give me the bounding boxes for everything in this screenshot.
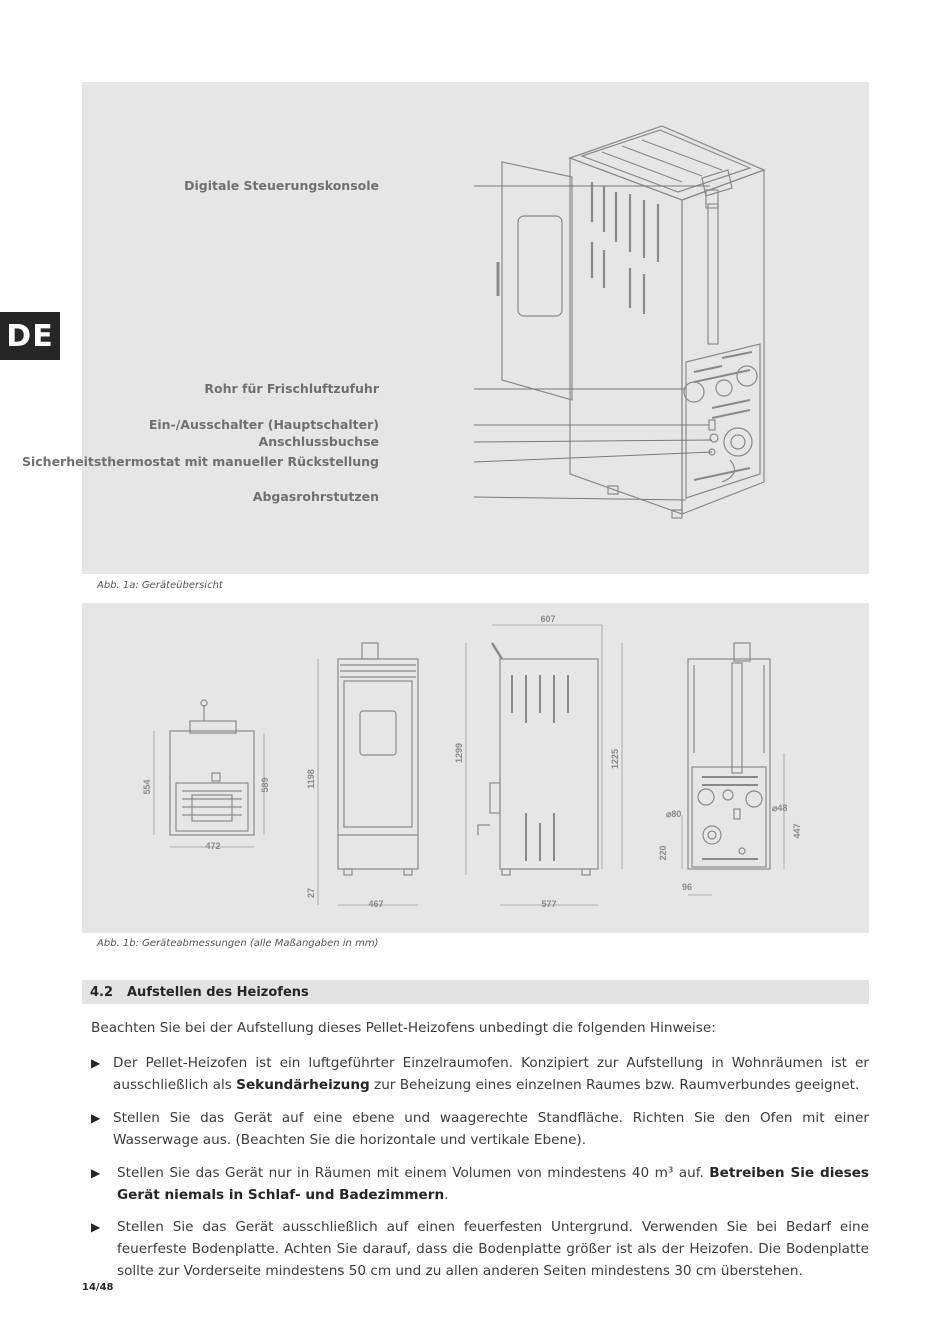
dim-side-bottom-width: 577 — [541, 899, 557, 909]
bullet-item: ▶ Stellen Sie das Gerät ausschließlich auf einen feuerfesten Untergrund. Verwenden Sie bei Bedarf eine feuerfeste Bodenplatte. Achten Sie darauf, dass die Bodenplatte größer ist als der Heizofen. Die Bodenplatte sollte zur Vorderseite mindestens 50 cm und zu allen anderen Seiten mindestens 30 cm überstehen. — [91, 1216, 869, 1282]
figure1-caption: Abb. 1a: Geräteübersicht — [97, 580, 223, 591]
dim-back-96: 96 — [681, 882, 693, 892]
dim-back-220: 220 — [658, 845, 668, 861]
dim-side-total-height: 1299 — [454, 742, 464, 764]
bullet-item: ▶ Stellen Sie das Gerät nur in Räumen mit einem Volumen von mindestens 40 m³ auf. Betreiben Sie dieses Gerät niemals in Schlaf- und Badezimmern. — [91, 1162, 869, 1206]
label-safety-thermostat: Sicherheitsthermostat mit manueller Rückstellung — [21, 454, 379, 469]
section-title: Aufstellen des Heizofens — [127, 984, 309, 1000]
triangle-bullet-icon: ▶ — [91, 1220, 101, 1234]
dim-front-width: 467 — [368, 899, 384, 909]
leader-line-socket — [474, 440, 712, 442]
bullet-item: ▶ Der Pellet-Heizofen ist ein luftgeführter Einzelraumofen. Konzipiert zur Aufstellung in Wohnräumen ist er ausschließlich als Sekundärheizung zur Beheizung eines einzelnen Raumes bzw. Raumverbundes geeignet. — [91, 1052, 869, 1096]
triangle-bullet-icon: ▶ — [91, 1056, 101, 1070]
dimension-drawings — [82, 603, 869, 933]
front-view-drawing — [338, 643, 418, 875]
label-control-console: Digitale Steuerungskonsole — [184, 178, 379, 193]
stove-perspective-drawing — [82, 82, 869, 574]
section-heading — [82, 980, 869, 1004]
bullet-item: ▶ Stellen Sie das Gerät auf eine ebene und waagerechte Standfläche. Richten Sie den Ofen mit einer Wasserwage aus. (Beachten Sie die horizontale und vertikale Ebene). — [91, 1107, 869, 1151]
label-socket: Anschlussbuchse — [258, 434, 379, 449]
dim-side-top-width: 607 — [540, 614, 556, 624]
dim-front-height: 1198 — [306, 769, 316, 789]
dim-side-body-height: 1225 — [610, 748, 620, 770]
figure2-caption: Abb. 1b: Geräteabmessungen (alle Maßangaben in mm) — [97, 938, 379, 949]
triangle-bullet-icon: ▶ — [91, 1166, 101, 1180]
label-exhaust-pipe: Abgasrohrstutzen — [252, 489, 379, 504]
triangle-bullet-icon: ▶ — [91, 1111, 101, 1125]
side-view-drawing — [478, 643, 598, 875]
dim-back-d80: ⌀80 — [666, 809, 682, 819]
dim-top-width: 472 — [205, 841, 221, 851]
dim-back-d48: ⌀48 — [772, 803, 788, 813]
dim-back-447: 447 — [792, 823, 802, 839]
dim-top-height: 589 — [260, 777, 270, 793]
page-number: 14/48 — [82, 1282, 114, 1293]
section-number: 4.2 — [90, 984, 114, 1000]
leader-line-thermostat — [474, 452, 712, 462]
dim-front-foot: 27 — [306, 887, 316, 899]
leader-line-exhaust — [474, 497, 686, 500]
top-view-drawing — [170, 700, 254, 835]
section-intro: Beachten Sie bei der Aufstellung dieses Pellet-Heizofens unbedingt die folgenden Hinweise: — [91, 1020, 716, 1036]
dim-top-depth: 554 — [142, 779, 152, 795]
label-fresh-air-pipe: Rohr für Frischluftzufuhr — [204, 381, 379, 396]
back-view-drawing — [688, 643, 770, 869]
figure-device-dimensions — [82, 603, 869, 933]
language-tab: DE — [0, 312, 60, 360]
label-main-switch: Ein-/Ausschalter (Hauptschalter) — [148, 417, 379, 432]
